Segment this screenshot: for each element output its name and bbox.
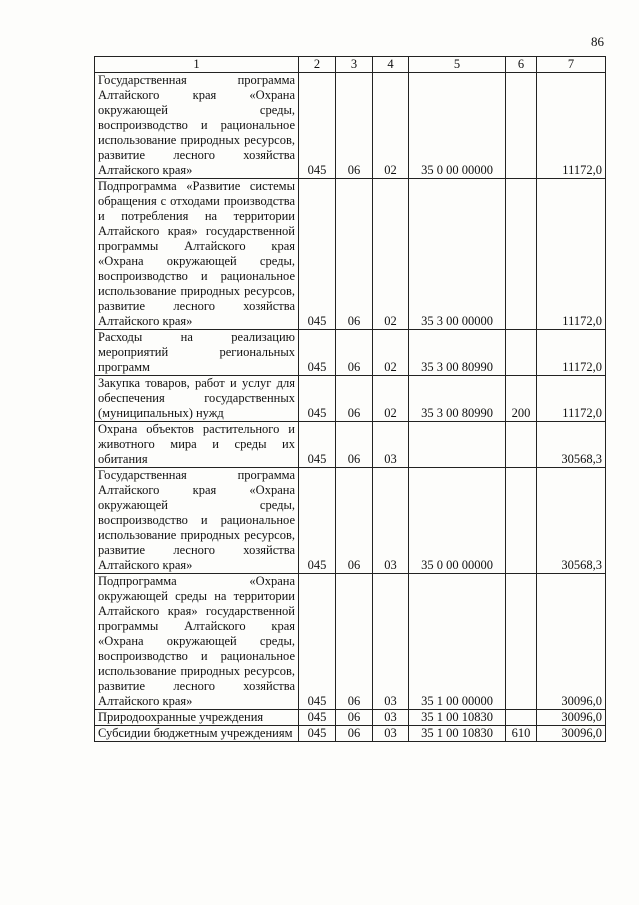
row-expense-type <box>506 179 537 330</box>
row-expense-type <box>506 73 537 179</box>
row-code-section: 06 <box>336 726 373 742</box>
row-description: Государственная программа Алтайского края «Охрана окружающей среды, воспроизводство и рациональное использование природных ресурсов, развитие лесного хозяйства Алтайского края» <box>95 468 299 574</box>
header-col-5: 5 <box>409 57 506 73</box>
row-code-subsection: 03 <box>373 468 409 574</box>
row-amount: 30096,0 <box>537 574 606 710</box>
row-amount: 11172,0 <box>537 179 606 330</box>
header-col-7: 7 <box>537 57 606 73</box>
row-description: Расходы на реализацию мероприятий региональных программ <box>95 330 299 376</box>
row-code-section: 06 <box>336 422 373 468</box>
row-amount: 11172,0 <box>537 330 606 376</box>
row-amount: 30568,3 <box>537 468 606 574</box>
row-code-subsection: 02 <box>373 179 409 330</box>
row-target-article: 35 3 00 00000 <box>409 179 506 330</box>
table-header-row <box>95 57 606 73</box>
row-code-subsection: 03 <box>373 574 409 710</box>
row-code-ministry: 045 <box>299 330 336 376</box>
header-col-6: 6 <box>506 57 537 73</box>
row-expense-type <box>506 330 537 376</box>
row-description: Охрана объектов растительного и животного мира и среды их обитания <box>95 422 299 468</box>
header-col-2: 2 <box>299 57 336 73</box>
row-amount: 11172,0 <box>537 376 606 422</box>
row-target-article: 35 0 00 00000 <box>409 468 506 574</box>
budget-table <box>94 56 606 742</box>
row-expense-type: 610 <box>506 726 537 742</box>
row-code-section: 06 <box>336 179 373 330</box>
row-code-ministry: 045 <box>299 726 336 742</box>
table-row <box>95 376 606 422</box>
row-target-article: 35 3 00 80990 <box>409 376 506 422</box>
row-target-article <box>409 422 506 468</box>
table-row <box>95 468 606 574</box>
row-description: Субсидии бюджетным учреждениям <box>95 726 299 742</box>
header-col-4: 4 <box>373 57 409 73</box>
row-description: Подпрограмма «Развитие системы обращения с отходами производства и потребления на территории Алтайского края» государственной программы Алтайского края «Охрана окружающей среды, воспроизводство и рациональное использование природных ресурсов, развитие лесного хозяйства Алтайского края» <box>95 179 299 330</box>
table-row <box>95 330 606 376</box>
row-expense-type <box>506 710 537 726</box>
row-code-section: 06 <box>336 330 373 376</box>
row-description: Закупка товаров, работ и услуг для обеспечения государственных (муниципальных) нужд <box>95 376 299 422</box>
row-amount: 11172,0 <box>537 73 606 179</box>
row-code-section: 06 <box>336 574 373 710</box>
row-amount: 30096,0 <box>537 726 606 742</box>
row-code-ministry: 045 <box>299 422 336 468</box>
row-description: Государственная программа Алтайского края «Охрана окружающей среды, воспроизводство и рациональное использование природных ресурсов, развитие лесного хозяйства Алтайского края» <box>95 73 299 179</box>
table-row <box>95 726 606 742</box>
row-code-subsection: 02 <box>373 73 409 179</box>
row-code-section: 06 <box>336 710 373 726</box>
row-code-ministry: 045 <box>299 376 336 422</box>
header-col-3: 3 <box>336 57 373 73</box>
row-description: Подпрограмма «Охрана окружающей среды на территории Алтайского края» государственной программы Алтайского края «Охрана окружающей среды, воспроизводство и рациональное использование природных ресурсов, развитие лесного хозяйства Алтайского края» <box>95 574 299 710</box>
row-target-article: 35 1 00 10830 <box>409 710 506 726</box>
row-code-section: 06 <box>336 376 373 422</box>
row-code-section: 06 <box>336 73 373 179</box>
table-row <box>95 710 606 726</box>
row-expense-type <box>506 468 537 574</box>
row-code-ministry: 045 <box>299 73 336 179</box>
row-code-subsection: 03 <box>373 726 409 742</box>
row-target-article: 35 1 00 00000 <box>409 574 506 710</box>
row-code-ministry: 045 <box>299 710 336 726</box>
header-col-1: 1 <box>95 57 299 73</box>
row-expense-type <box>506 574 537 710</box>
row-target-article: 35 3 00 80990 <box>409 330 506 376</box>
table-row <box>95 179 606 330</box>
row-code-subsection: 03 <box>373 422 409 468</box>
row-code-ministry: 045 <box>299 468 336 574</box>
row-expense-type: 200 <box>506 376 537 422</box>
table-row <box>95 73 606 179</box>
table-row <box>95 422 606 468</box>
row-target-article: 35 1 00 10830 <box>409 726 506 742</box>
row-code-ministry: 045 <box>299 179 336 330</box>
row-code-subsection: 02 <box>373 330 409 376</box>
row-code-ministry: 045 <box>299 574 336 710</box>
row-code-subsection: 03 <box>373 710 409 726</box>
row-code-section: 06 <box>336 468 373 574</box>
row-amount: 30096,0 <box>537 710 606 726</box>
row-amount: 30568,3 <box>537 422 606 468</box>
page-number: 86 <box>591 34 604 49</box>
row-expense-type <box>506 422 537 468</box>
row-description: Природоохранные учреждения <box>95 710 299 726</box>
row-code-subsection: 02 <box>373 376 409 422</box>
row-target-article: 35 0 00 00000 <box>409 73 506 179</box>
table-row <box>95 574 606 710</box>
